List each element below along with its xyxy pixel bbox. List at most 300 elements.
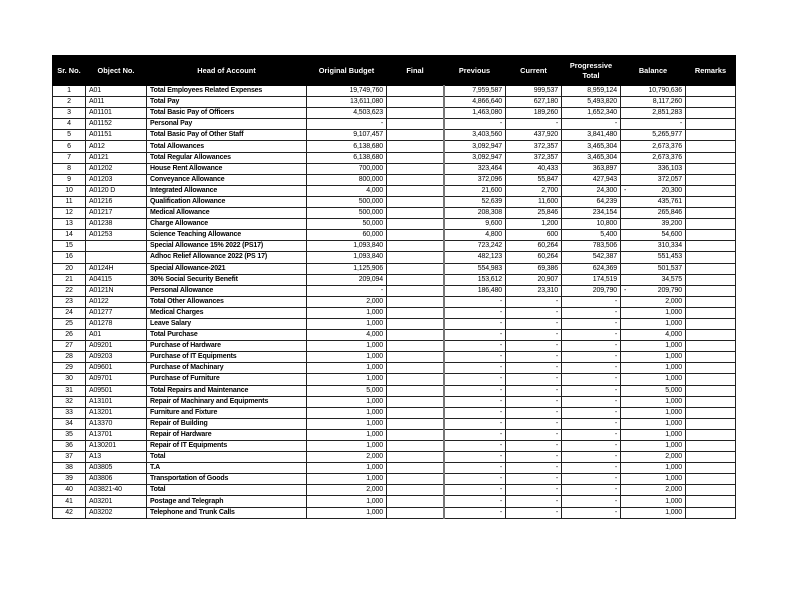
col-header-original-budget: Original Budget	[307, 56, 387, 86]
balance-cell: 2,000	[621, 296, 686, 307]
remarks-cell	[686, 385, 736, 396]
remarks-cell	[686, 196, 736, 207]
sr-no-cell: 30	[53, 374, 86, 385]
original-budget-cell: 1,000	[307, 341, 387, 352]
remarks-cell	[686, 108, 736, 119]
head-of-account-cell: Telephone and Trunk Calls	[147, 507, 307, 518]
balance-cell: 1,000	[621, 507, 686, 518]
sr-no-cell: 32	[53, 396, 86, 407]
object-no-cell: A01151	[86, 130, 147, 141]
final-cell	[387, 152, 444, 163]
original-budget-cell: 1,000	[307, 441, 387, 452]
balance-cell	[621, 185, 686, 196]
final-cell	[387, 296, 444, 307]
table-row	[53, 141, 736, 152]
final-cell	[387, 86, 444, 97]
sr-no-cell: 24	[53, 307, 86, 318]
final-cell	[387, 496, 444, 507]
current-cell: 1,200	[506, 219, 562, 230]
object-no-cell: A13101	[86, 396, 147, 407]
final-cell	[387, 196, 444, 207]
head-of-account-cell: T.A	[147, 463, 307, 474]
current-cell: 372,357	[506, 141, 562, 152]
current-cell: 60,264	[506, 241, 562, 252]
table-row	[53, 318, 736, 329]
col-header-previous: Previous	[444, 56, 506, 86]
head-of-account-cell: Conveyance Allowance	[147, 174, 307, 185]
sr-no-cell: 20	[53, 263, 86, 274]
sr-no-cell: 13	[53, 219, 86, 230]
sr-no-cell: 21	[53, 274, 86, 285]
progressive-total-cell: -	[562, 429, 621, 440]
sr-no-cell: 23	[53, 296, 86, 307]
current-cell: -	[506, 474, 562, 485]
object-no-cell: A01202	[86, 163, 147, 174]
sr-no-cell: 12	[53, 208, 86, 219]
previous-cell: -	[444, 363, 506, 374]
current-cell: 55,847	[506, 174, 562, 185]
object-no-cell: A0124H	[86, 263, 147, 274]
final-cell	[387, 285, 444, 296]
progressive-total-cell: 209,790	[562, 285, 621, 296]
head-of-account-cell: Purchase of Machinary	[147, 363, 307, 374]
current-cell: 60,264	[506, 252, 562, 263]
progressive-total-cell: -	[562, 318, 621, 329]
progressive-total-cell: 174,519	[562, 274, 621, 285]
table-row	[53, 330, 736, 341]
current-cell: 189,260	[506, 108, 562, 119]
object-no-cell: A0120 D	[86, 185, 147, 196]
sr-no-cell: 39	[53, 474, 86, 485]
sr-no-cell: 10	[53, 185, 86, 196]
balance-cell: 372,057	[621, 174, 686, 185]
balance-cell: 1,000	[621, 496, 686, 507]
object-no-cell: A01	[86, 86, 147, 97]
table-row	[53, 374, 736, 385]
head-of-account-cell: Total Repairs and Maintenance	[147, 385, 307, 396]
current-cell: -	[506, 429, 562, 440]
table-row	[53, 263, 736, 274]
sr-no-cell: 9	[53, 174, 86, 185]
sr-no-cell: 33	[53, 407, 86, 418]
progressive-total-cell: 10,800	[562, 219, 621, 230]
sr-no-cell: 22	[53, 285, 86, 296]
head-of-account-cell: Total Purchase	[147, 330, 307, 341]
final-cell	[387, 108, 444, 119]
table-row	[53, 341, 736, 352]
object-no-cell: A04115	[86, 274, 147, 285]
head-of-account-cell: Transportation of Goods	[147, 474, 307, 485]
head-of-account-cell: Medical Charges	[147, 307, 307, 318]
original-budget-cell: 13,611,080	[307, 97, 387, 108]
current-cell: 999,537	[506, 86, 562, 97]
remarks-cell	[686, 374, 736, 385]
final-cell	[387, 241, 444, 252]
previous-cell: -	[444, 330, 506, 341]
head-of-account-cell: Qualification Allowance	[147, 196, 307, 207]
current-cell: 40,433	[506, 163, 562, 174]
previous-cell: 723,242	[444, 241, 506, 252]
progressive-total-cell: 234,154	[562, 208, 621, 219]
head-of-account-cell: Total Allowances	[147, 141, 307, 152]
remarks-cell	[686, 507, 736, 518]
balance-cell: 1,000	[621, 463, 686, 474]
original-budget-cell: 1,000	[307, 396, 387, 407]
final-cell	[387, 341, 444, 352]
object-no-cell: A01238	[86, 219, 147, 230]
original-budget-cell: -	[307, 285, 387, 296]
head-of-account-cell: House Rent Allowance	[147, 163, 307, 174]
previous-cell: -	[444, 429, 506, 440]
object-no-cell: A01216	[86, 196, 147, 207]
table-row	[53, 452, 736, 463]
balance-cell: 310,334	[621, 241, 686, 252]
head-of-account-cell: Repair of IT Equipments	[147, 441, 307, 452]
final-cell	[387, 141, 444, 152]
head-of-account-cell: Charge Allowance	[147, 219, 307, 230]
object-no-cell: A03805	[86, 463, 147, 474]
final-cell	[387, 396, 444, 407]
table-row	[53, 274, 736, 285]
final-cell	[387, 429, 444, 440]
object-no-cell: A01277	[86, 307, 147, 318]
head-of-account-cell: Purchase of Furniture	[147, 374, 307, 385]
previous-cell: -	[444, 452, 506, 463]
sr-no-cell: 16	[53, 252, 86, 263]
original-budget-cell: 9,107,457	[307, 130, 387, 141]
table-row	[53, 163, 736, 174]
col-header-head-of-account: Head of Account	[147, 56, 307, 86]
balance-cell: 10,790,636	[621, 86, 686, 97]
balance-cell: 2,851,283	[621, 108, 686, 119]
remarks-cell	[686, 307, 736, 318]
current-cell: 25,846	[506, 208, 562, 219]
balance-cell: 1,000	[621, 352, 686, 363]
negative-sign: -	[624, 286, 627, 294]
balance-cell: 4,000	[621, 330, 686, 341]
object-no-cell: A09701	[86, 374, 147, 385]
object-no-cell: A0121N	[86, 285, 147, 296]
current-cell: -	[506, 318, 562, 329]
previous-cell: -	[444, 396, 506, 407]
table-row	[53, 196, 736, 207]
balance-cell: 336,103	[621, 163, 686, 174]
head-of-account-cell: Special Allowance-2021	[147, 263, 307, 274]
table-row	[53, 241, 736, 252]
object-no-cell: A03806	[86, 474, 147, 485]
table-row	[53, 285, 736, 296]
table-row	[53, 152, 736, 163]
progressive-total-cell: 783,506	[562, 241, 621, 252]
remarks-cell	[686, 174, 736, 185]
head-of-account-cell: Repair of Hardware	[147, 429, 307, 440]
remarks-cell	[686, 418, 736, 429]
balance-cell: 1,000	[621, 374, 686, 385]
object-no-cell: A13	[86, 452, 147, 463]
head-of-account-cell: Total Employees Related Expenses	[147, 86, 307, 97]
original-budget-cell: 1,093,840	[307, 241, 387, 252]
current-cell: -	[506, 441, 562, 452]
balance-cell: 551,453	[621, 252, 686, 263]
col-header-current: Current	[506, 56, 562, 86]
previous-cell: -	[444, 374, 506, 385]
remarks-cell	[686, 230, 736, 241]
remarks-cell	[686, 396, 736, 407]
final-cell	[387, 263, 444, 274]
previous-cell: -	[444, 307, 506, 318]
head-of-account-cell: Purchase of Hardware	[147, 341, 307, 352]
previous-cell: -	[444, 296, 506, 307]
current-cell: -	[506, 374, 562, 385]
table-body	[53, 86, 736, 519]
table-row	[53, 130, 736, 141]
progressive-total-cell: -	[562, 396, 621, 407]
object-no-cell: A012	[86, 141, 147, 152]
sr-no-cell: 38	[53, 463, 86, 474]
object-no-cell: A011	[86, 97, 147, 108]
head-of-account-cell: Special Allowance 15% 2022 (PS17)	[147, 241, 307, 252]
object-no-cell: A0122	[86, 296, 147, 307]
object-no-cell: A01	[86, 330, 147, 341]
sr-no-cell: 8	[53, 163, 86, 174]
sr-no-cell: 25	[53, 318, 86, 329]
previous-cell: 7,959,587	[444, 86, 506, 97]
object-no-cell: A09201	[86, 341, 147, 352]
current-cell: 11,600	[506, 196, 562, 207]
remarks-cell	[686, 485, 736, 496]
sr-no-cell: 5	[53, 130, 86, 141]
sr-no-cell: 1	[53, 86, 86, 97]
final-cell	[387, 418, 444, 429]
remarks-cell	[686, 452, 736, 463]
remarks-cell	[686, 352, 736, 363]
sr-no-cell: 31	[53, 385, 86, 396]
table-row	[53, 474, 736, 485]
final-cell	[387, 352, 444, 363]
head-of-account-cell: Repair of Machinary and Equipments	[147, 396, 307, 407]
progressive-total-cell: -	[562, 307, 621, 318]
final-cell	[387, 219, 444, 230]
progressive-total-cell: 363,897	[562, 163, 621, 174]
table-row	[53, 385, 736, 396]
final-cell	[387, 185, 444, 196]
progressive-total-cell: -	[562, 485, 621, 496]
original-budget-cell: 6,138,680	[307, 152, 387, 163]
head-of-account-cell: Adhoc Relief Allowance 2022 (PS 17)	[147, 252, 307, 263]
table-row	[53, 429, 736, 440]
balance-cell: 1,000	[621, 429, 686, 440]
table-row	[53, 307, 736, 318]
sr-no-cell: 2	[53, 97, 86, 108]
final-cell	[387, 163, 444, 174]
col-header-final: Final	[387, 56, 444, 86]
original-budget-cell: 1,000	[307, 318, 387, 329]
previous-cell: -	[444, 341, 506, 352]
head-of-account-cell: Repair of Building	[147, 418, 307, 429]
original-budget-cell: 1,093,840	[307, 252, 387, 263]
table-row	[53, 97, 736, 108]
progressive-total-cell: 5,400	[562, 230, 621, 241]
final-cell	[387, 385, 444, 396]
table-row	[53, 230, 736, 241]
final-cell	[387, 318, 444, 329]
balance-cell: 1,000	[621, 363, 686, 374]
previous-cell: 4,866,640	[444, 97, 506, 108]
progressive-total-cell: 624,369	[562, 263, 621, 274]
progressive-total-cell: 8,959,124	[562, 86, 621, 97]
remarks-cell	[686, 474, 736, 485]
original-budget-cell: 1,000	[307, 463, 387, 474]
header-row	[53, 56, 736, 86]
head-of-account-cell: Furniture and Fixture	[147, 407, 307, 418]
final-cell	[387, 463, 444, 474]
remarks-cell	[686, 119, 736, 130]
col-header-progressive-total: Progressive Total	[562, 56, 621, 86]
previous-cell: 208,308	[444, 208, 506, 219]
sr-no-cell: 28	[53, 352, 86, 363]
current-cell: -	[506, 119, 562, 130]
head-of-account-cell: Total Pay	[147, 97, 307, 108]
remarks-cell	[686, 263, 736, 274]
original-budget-cell: 800,000	[307, 174, 387, 185]
head-of-account-cell: 30% Social Security Benefit	[147, 274, 307, 285]
final-cell	[387, 274, 444, 285]
progressive-total-cell: -	[562, 452, 621, 463]
progressive-total-cell: -	[562, 119, 621, 130]
previous-cell: -	[444, 496, 506, 507]
balance-cell: 435,761	[621, 196, 686, 207]
current-cell: 372,357	[506, 152, 562, 163]
balance-cell: 8,117,260	[621, 97, 686, 108]
table-row	[53, 219, 736, 230]
head-of-account-cell: Leave Salary	[147, 318, 307, 329]
progressive-total-cell: 1,652,340	[562, 108, 621, 119]
head-of-account-cell: Total Other Allowances	[147, 296, 307, 307]
balance-cell: 1,000	[621, 474, 686, 485]
object-no-cell: A03201	[86, 496, 147, 507]
previous-cell: 3,403,560	[444, 130, 506, 141]
negative-sign: -	[624, 186, 627, 194]
current-cell: -	[506, 341, 562, 352]
original-budget-cell: 6,138,680	[307, 141, 387, 152]
balance-cell: 2,000	[621, 485, 686, 496]
balance-cell: 54,600	[621, 230, 686, 241]
final-cell	[387, 119, 444, 130]
original-budget-cell: 500,000	[307, 208, 387, 219]
current-cell: 23,310	[506, 285, 562, 296]
object-no-cell: A09203	[86, 352, 147, 363]
progressive-total-cell: -	[562, 407, 621, 418]
balance-cell: 1,000	[621, 441, 686, 452]
head-of-account-cell: Total Basic Pay of Other Staff	[147, 130, 307, 141]
balance-cell: 2,673,376	[621, 152, 686, 163]
original-budget-cell: 1,000	[307, 363, 387, 374]
object-no-cell: A03202	[86, 507, 147, 518]
previous-cell: -	[444, 385, 506, 396]
object-no-cell: A01253	[86, 230, 147, 241]
head-of-account-cell: Postage and Telegraph	[147, 496, 307, 507]
table-row	[53, 174, 736, 185]
final-cell	[387, 363, 444, 374]
current-cell: 2,700	[506, 185, 562, 196]
original-budget-cell: 4,503,623	[307, 108, 387, 119]
remarks-cell	[686, 496, 736, 507]
current-cell: -	[506, 352, 562, 363]
original-budget-cell: 500,000	[307, 196, 387, 207]
col-header-sr-no: Sr. No.	[53, 56, 86, 86]
table-row	[53, 119, 736, 130]
object-no-cell: A09601	[86, 363, 147, 374]
current-cell: -	[506, 418, 562, 429]
previous-cell: 323,464	[444, 163, 506, 174]
remarks-cell	[686, 141, 736, 152]
remarks-cell	[686, 185, 736, 196]
current-cell: -	[506, 485, 562, 496]
previous-cell: 52,639	[444, 196, 506, 207]
object-no-cell	[86, 252, 147, 263]
object-no-cell: A13701	[86, 429, 147, 440]
current-cell: 69,386	[506, 263, 562, 274]
original-budget-cell: 50,000	[307, 219, 387, 230]
current-cell: -	[506, 507, 562, 518]
sr-no-cell: 15	[53, 241, 86, 252]
progressive-total-cell: -	[562, 385, 621, 396]
progressive-total-cell: -	[562, 418, 621, 429]
final-cell	[387, 507, 444, 518]
sr-no-cell: 35	[53, 429, 86, 440]
final-cell	[387, 474, 444, 485]
previous-cell: 153,612	[444, 274, 506, 285]
original-budget-cell: 209,094	[307, 274, 387, 285]
previous-cell: -	[444, 507, 506, 518]
previous-cell: 9,600	[444, 219, 506, 230]
remarks-cell	[686, 274, 736, 285]
balance-cell: 5,000	[621, 385, 686, 396]
remarks-cell	[686, 407, 736, 418]
original-budget-cell: 1,000	[307, 474, 387, 485]
object-no-cell: A13370	[86, 418, 147, 429]
current-cell: -	[506, 296, 562, 307]
progressive-total-cell: 427,943	[562, 174, 621, 185]
head-of-account-cell: Personal Pay	[147, 119, 307, 130]
previous-cell: -	[444, 318, 506, 329]
balance-cell: 1,000	[621, 418, 686, 429]
original-budget-cell: 1,000	[307, 352, 387, 363]
balance-cell: 1,000	[621, 396, 686, 407]
head-of-account-cell: Medical Allowance	[147, 208, 307, 219]
balance-value: 209,790	[657, 286, 682, 294]
original-budget-cell: 2,000	[307, 452, 387, 463]
table-row	[53, 185, 736, 196]
previous-cell: 482,123	[444, 252, 506, 263]
balance-cell: 1,000	[621, 341, 686, 352]
progressive-total-cell: 3,465,304	[562, 141, 621, 152]
balance-cell: 34,575	[621, 274, 686, 285]
current-cell: -	[506, 363, 562, 374]
original-budget-cell: 5,000	[307, 385, 387, 396]
remarks-cell	[686, 285, 736, 296]
remarks-cell	[686, 208, 736, 219]
current-cell: -	[506, 307, 562, 318]
budget-table	[52, 55, 736, 519]
previous-cell: 4,800	[444, 230, 506, 241]
original-budget-cell: 19,749,760	[307, 86, 387, 97]
object-no-cell: A0121	[86, 152, 147, 163]
current-cell: -	[506, 396, 562, 407]
previous-cell: 554,983	[444, 263, 506, 274]
object-no-cell: A01278	[86, 318, 147, 329]
original-budget-cell: -	[307, 119, 387, 130]
